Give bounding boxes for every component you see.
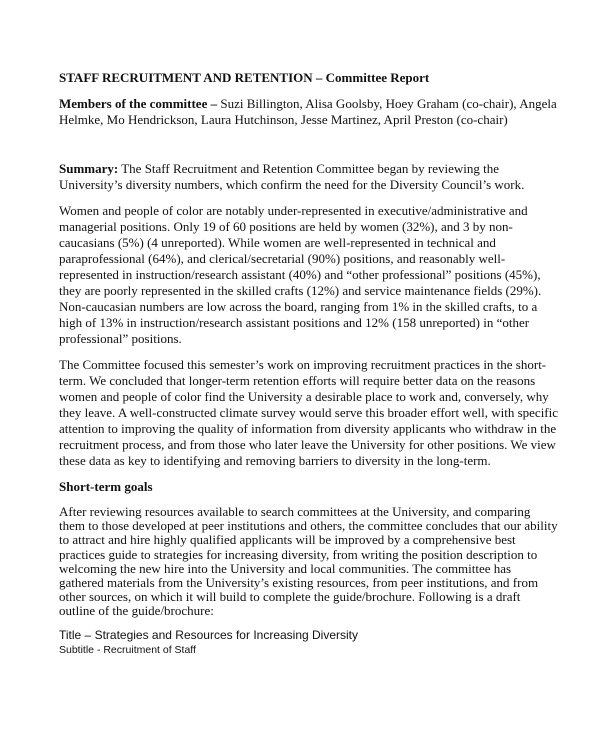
report-page bbox=[59, 70, 559, 657]
outline-subtitle: Subtitle - Recruitment of Staff bbox=[59, 643, 196, 656]
outline-title: Title – Strategies and Resources for Increasing Diversity bbox=[59, 627, 359, 642]
summary-label: Summary: bbox=[59, 161, 119, 176]
committee-members bbox=[59, 96, 559, 128]
summary-text: The Staff Recruitment and Retention Committee began by reviewing the University’s diversity numbers, which confirm the need for the Diversity Council’s work. bbox=[59, 161, 525, 192]
short-term-goals-paragraph: After reviewing resources available to search committees at the University, and comparing them to those developed at peer institutions and others, the committee concludes that our ability to attract and hire highly qualified applicants will be improved by a comprehensive best practices guide to strategies for increasing diversity, from writing the position description to welcoming the new hire into the University and local communities. The committee has gathered materials from the University’s existing resources, from peer institutions, and from other sources, on which it will build to complete the guide/brochure. Following is a draft outline of the guide/brochure: bbox=[59, 504, 558, 619]
guide-outline bbox=[59, 627, 559, 657]
recruitment-focus-paragraph: The Committee focused this semester’s work on improving recruitment practices in the short-term. We concluded that longer-term retention efforts will require better data on the reasons women and people of color find the University a desirable place to work and, conversely, why they leave. A well-constructed climate survey would serve this broader effort well, with specific attention to improving the quality of information from diversity applicants who withdraw in the recruitment process, and from those who later leave the University for other positions. We view these data as key to identifying and removing barriers to diversity in the long-term. bbox=[59, 357, 559, 468]
short-term-goals-heading: Short-term goals bbox=[59, 479, 153, 494]
summary-paragraph bbox=[59, 161, 559, 193]
members-label: Members of the committee – bbox=[59, 96, 218, 111]
members-list: Suzi Billington, Alisa Goolsby, Hoey Graham (co-chair), Angela Helmke, Mo Hendrickson, Laura Hutchinson, Jesse Martinez, April Preston (co-chair) bbox=[59, 96, 557, 127]
representation-paragraph: Women and people of color are notably under-represented in executive/administrative and managerial positions. Only 19 of 60 positions are held by women (32%), and 3 by non-caucasians (5%) (4 unreported). While women are well-represented in technical and paraprofessional (64%), and clerical/secretarial (90%) positions, and reasonably well-represented in instruction/research assistant (40%) and “other professional” positions (45%), they are poorly represented in the skilled crafts (12%) and service maintenance fields (29%). Non-caucasian numbers are low across the board, ranging from 1% in the skilled crafts, to a high of 13% in instruction/research assistant positions and 12% (158 unreported) in “other professional” positions. bbox=[59, 203, 542, 346]
report-title: STAFF RECRUITMENT AND RETENTION – Committee Report bbox=[59, 70, 430, 85]
